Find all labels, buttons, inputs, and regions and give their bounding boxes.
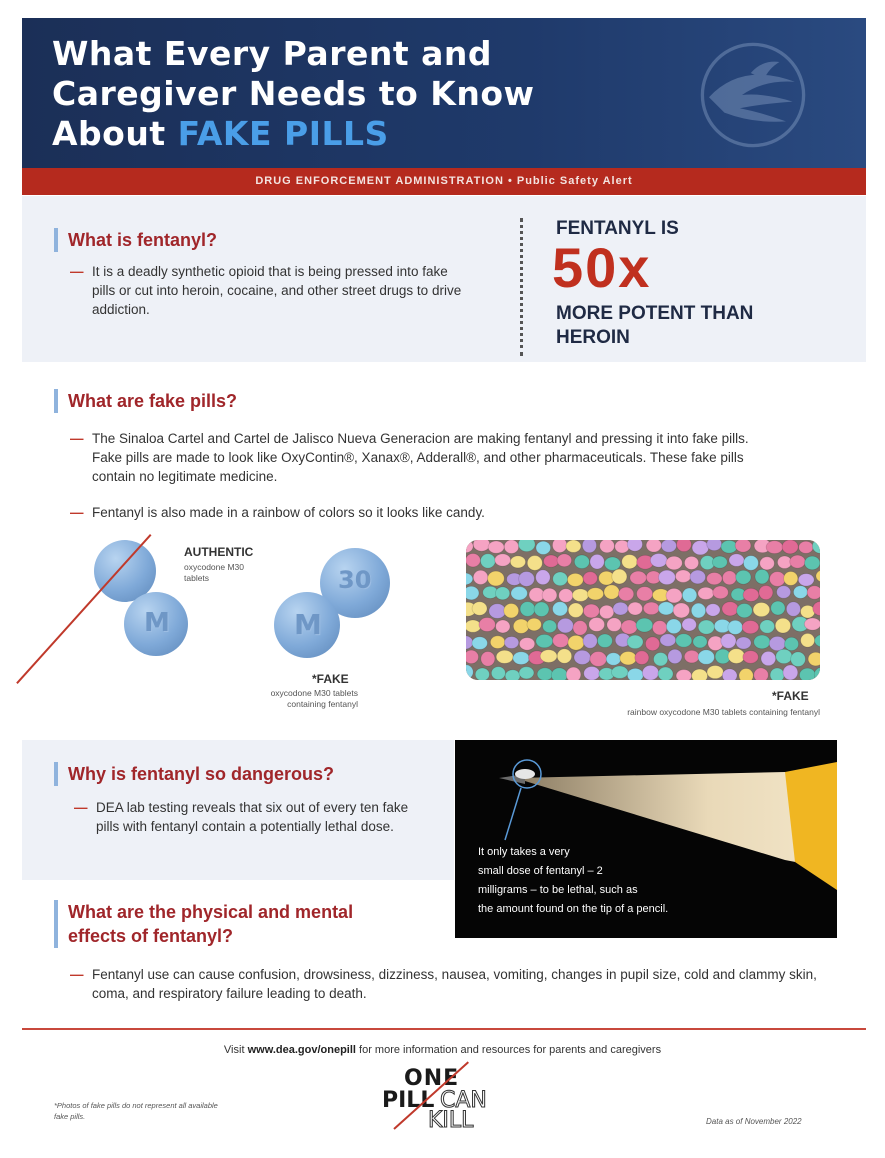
rainbow-pill [799,541,814,553]
rainbow-pill [721,540,737,553]
rainbow-pill [742,621,759,634]
rainbow-pill [770,668,784,680]
data-as-of: Data as of November 2022 [706,1117,802,1126]
rainbow-pill [807,586,820,599]
rainbow-pill [621,620,637,634]
rainbow-pill [654,653,668,666]
rainbow-pill [505,670,520,680]
rainbow-pill [684,556,698,569]
rainbow-pill [534,602,549,616]
rainbow-pill [583,604,599,618]
rainbow-pill [777,586,791,599]
rainbow-pill [652,621,667,635]
pill-imprint: M [144,608,170,638]
rainbow-pill [713,586,729,599]
stat-bottom: MORE POTENT THAN HEROIN [556,303,754,348]
rainbow-pill [611,666,628,678]
rainbow-pill [559,589,573,602]
rainbow-pill [737,604,753,618]
rainbow-pill [675,570,690,582]
stat-big-number: 50x [552,236,652,299]
rainbow-pill [707,665,723,678]
rainbow-pill [698,620,714,634]
footer-divider [22,1028,866,1030]
rainbow-pill [761,651,776,665]
rainbow-pill [642,665,658,680]
rainbow-pill [536,570,550,585]
rainbow-pill [513,619,529,633]
heading-effects-line-1: What are the physical and mental [68,902,354,922]
bullet-effects [70,965,822,1003]
rainbow-pill [566,540,581,552]
rainbow-pill [612,569,627,584]
bullet-what-is-fentanyl [70,262,468,319]
rainbow-pill [743,556,758,571]
rainbow-pill [759,585,773,599]
bullet-why-dangerous [74,798,426,836]
rainbow-pill [584,666,600,680]
rainbow-pill [666,588,682,603]
rainbow-pill [698,587,714,599]
rainbow-pill [684,650,699,663]
rainbow-pill [666,556,682,570]
footer-visit-text [0,1044,885,1056]
rainbow-pills-photo [466,540,820,680]
rainbow-pill [691,603,705,618]
rainbow-pill [553,572,568,586]
rainbow-pill [553,602,568,616]
rainbow-pill [473,540,490,551]
rainbow-pill [791,652,806,667]
heading-effects-line-2: effects of fentanyl? [68,926,234,946]
rainbow-pill [542,588,557,602]
rainbow-pill [604,585,619,599]
rainbow-pill [736,570,751,584]
logo-kill: KILL [428,1108,474,1133]
rainbow-pill [698,650,714,664]
authentic-label: AUTHENTIC [184,545,254,559]
rainbow-pill [627,668,643,680]
rainbow-pill [490,636,505,649]
rainbow-pill [488,571,505,586]
rainbow-pill [511,587,527,600]
pencil-caption-line-4: the amount found on the tip of a pencil. [478,903,669,915]
rainbow-pill [728,649,745,664]
rainbow-pill [627,540,642,551]
rainbow-pill [660,634,676,646]
rainbow-pill [504,636,518,648]
rainbow-pill [693,636,707,648]
rainbow-pill [504,604,519,618]
rainbow-pill [783,665,798,680]
dotted-divider [520,218,523,356]
rainbow-pill [785,637,799,650]
rainbow-pill [543,620,557,633]
rainbow-pill [766,541,783,554]
rainbow-pill [572,589,588,602]
rainbow-pill [743,651,759,664]
rainbow-pill [590,554,604,569]
page-title [52,34,652,154]
fake-label: *FAKE [312,672,349,686]
rainbow-pill [677,540,692,552]
bullet-dash: — [70,264,84,279]
rainbow-pill [722,571,736,585]
bullet-fake-pills-2 [70,503,782,522]
rainbow-pill [721,634,736,649]
rainbow-pill [587,588,603,600]
rainbow-pill [729,554,744,567]
stat-top: FENTANYL IS [556,218,679,239]
rainbow-pill [618,587,633,601]
rainbow-pill [481,651,495,666]
pencil-caption [478,843,728,919]
rainbow-pill [682,588,697,602]
rainbow-pill [527,618,541,631]
rainbow-pill [736,637,751,649]
rainbow-pill [658,667,673,680]
rainbow-pill [643,602,659,615]
rainbow-pill [557,554,572,567]
rainbow-pill [722,602,738,616]
title-accent: FAKE PILLS [177,114,389,153]
rainbow-pill [658,570,675,584]
rainbow-pill [646,540,661,552]
rainbow-pill [473,570,488,584]
title-line-1: What Every Parent and [52,34,492,73]
visit-link[interactable]: www.dea.gov/onepill [247,1044,356,1056]
rainbow-pill [808,652,820,666]
rainbow-pill [574,555,589,569]
rainbow-pill [466,586,479,600]
rainbow-pill [519,667,534,679]
pill-imprint: M [294,608,322,641]
rainbow-pill [770,572,786,587]
rainbow-pill [597,634,612,648]
rainbow-pill [784,572,798,586]
rainbow-pill [706,604,720,616]
rainbow-pill [775,618,790,633]
rainbow-pill [786,602,800,616]
rainbow-pill [466,620,481,632]
rainbow-pill [536,541,551,554]
rainbow-pill [495,554,511,566]
rainbow-pill [682,618,696,631]
rainbow-pill [583,572,597,585]
bullet-dash: — [70,505,84,520]
one-pill-can-kill-logo [382,1066,512,1136]
rainbow-pill [636,618,653,632]
pencil-caption-line-2: small dose of fentanyl – 2 [478,865,603,877]
rainbow-label: *FAKE [772,689,809,703]
title-line-3 [52,114,652,154]
rainbow-pill [583,634,597,649]
photo-footnote: *Photos of fake pills do not represent all available fake pills. [54,1101,218,1121]
rainbow-pill [692,541,709,555]
rainbow-pill [491,667,505,680]
rainbow-pill [635,651,649,665]
fake-caption: oxycodone M30 tablets containing fentanyl [270,688,358,709]
heading-what-is-fentanyl: What is fentanyl? [54,228,217,252]
authentic-pill-2 [124,592,188,656]
rainbow-pill [668,649,682,663]
rainbow-pill [479,618,495,632]
pill-imprint: 30 [338,566,372,594]
rainbow-pill [793,586,807,599]
rainbow-pill [489,604,506,619]
rainbow-pill [604,557,620,570]
rainbow-pill [480,554,495,568]
rainbow-pill [606,653,621,665]
rainbow-pill [615,540,629,553]
rainbow-pill [544,555,559,567]
rainbow-pill [782,540,798,554]
rainbow-pill [628,602,643,615]
rainbow-pill [760,557,775,570]
rainbow-pill [707,573,722,585]
fake-pill-2 [274,592,340,658]
rainbow-pill [712,556,727,568]
heading-why-dangerous: Why is fentanyl so dangerous? [54,762,334,786]
dea-eagle-seal-icon [698,40,808,150]
rainbow-pill [540,650,557,663]
rainbow-pill [472,602,487,616]
rainbow-pill [568,635,584,650]
rainbow-pill [510,556,525,568]
rainbow-pill [658,602,674,615]
pencil-caption-line-1: It only takes a very [478,846,570,858]
rainbow-pill [519,638,534,651]
rainbow-pill [673,603,690,618]
rainbow-pill [496,620,510,633]
rainbow-pill [692,669,708,680]
rainbow-pill [567,573,583,586]
title-line-2: Caregiver Needs to Know [52,74,535,113]
rainbow-pill [537,668,553,680]
rainbow-pill [568,603,583,617]
rainbow-pill [574,650,591,664]
subtitle-bar: DRUG ENFORCEMENT ADMINISTRATION • Public Safety Alert [22,168,866,195]
rainbow-pill [551,668,567,680]
rainbow-pill [557,618,573,633]
header-banner [22,18,866,168]
bullet-dash: — [70,431,84,446]
rainbow-pill [753,602,770,616]
rainbow-pill [804,618,820,630]
logo-pill: PILL [382,1088,435,1113]
bullet-text: DEA lab testing reveals that six out of every ten fake pills with fentanyl contain a potentially lethal dose. [96,800,409,834]
rainbow-pill [645,637,659,651]
rainbow-pill [557,649,572,663]
rainbow-pill [799,668,815,680]
rainbow-pill [590,652,607,667]
rainbow-pill [735,540,751,552]
bullet-text: It is a deadly synthetic opioid that is being pressed into fake pills or cut into heroin, cocaine, and other street drugs to drive addiction. [92,264,462,317]
logo-can: CAN [440,1088,487,1113]
rainbow-pill [754,635,770,649]
bullet-text: The Sinaloa Cartel and Cartel de Jalisco Nueva Generacion are making fentanyl and pressing it into fake pills. Fake pills are made to look like OxyContin®, Xanax®, Adderall®, and other pharmaceuticals. These fake pills contain no legitimate medicine. [92,431,749,484]
rainbow-pill [518,540,535,552]
rainbow-pill [622,555,637,569]
rainbow-pill [472,637,487,650]
rainbow-pill [760,620,775,633]
rainbow-pill [661,540,676,552]
rainbow-pill [676,670,691,680]
rainbow-pill [475,668,489,680]
rainbow-pill [722,669,737,680]
bullet-dash: — [70,967,84,982]
rainbow-pill [552,540,567,553]
rainbow-pill [743,588,759,601]
rainbow-pill [553,633,569,647]
rainbow-pill [627,635,643,649]
rainbow-pill [676,634,692,647]
bullet-dash: — [74,800,88,815]
visit-suffix: for more information and resources for parents and caregivers [359,1044,662,1056]
rainbow-pill [805,556,820,570]
rainbow-pill [790,555,806,568]
rainbow-pill [776,649,792,663]
rainbow-pill [755,569,769,584]
rainbow-pill [801,633,815,647]
rainbow-pill [754,668,769,680]
rainbow-pill [488,541,504,553]
authentic-caption: oxycodone M30 tablets [184,562,245,583]
logo-one: ONE [404,1066,460,1091]
rainbow-pill [520,602,535,617]
rainbow-pill [798,574,814,586]
rainbow-pill [527,556,542,571]
rainbow-pill [607,618,622,632]
bullet-text: Fentanyl is also made in a rainbow of colors so it looks like candy. [92,505,485,520]
rainbow-pill [495,587,509,600]
heading-what-are-fake-pills: What are fake pills? [54,389,237,413]
rainbow-pill [630,571,647,584]
rainbow-pill [589,617,605,631]
rainbow-pill [466,650,479,664]
rainbow-pill [496,650,513,663]
rainbow-pill [582,540,596,553]
heading-effects [54,900,414,948]
rainbow-pill [771,601,785,615]
rainbow-pill [637,587,653,601]
rainbow-pill [613,602,628,615]
rainbow-pill [573,621,587,635]
rainbow-pill [690,570,706,584]
rainbow-pill [707,540,722,551]
bullet-text: Fentanyl use can cause confusion, drowsiness, dizziness, nausea, vomiting, changes in pupil size, cold and clammy skin, coma, and respiratory failure leading to death. [92,967,817,1001]
rainbow-pill [620,651,637,664]
rainbow-pill [566,667,581,680]
rainbow-pill [599,605,613,618]
rainbow-pill [769,636,785,650]
visit-prefix: Visit [223,1044,245,1056]
rainbow-caption: rainbow oxycodone M30 tablets containing fentanyl [627,707,820,717]
rainbow-pill [504,540,518,554]
rainbow-pill [519,571,535,586]
rainbow-pill [666,619,681,634]
rainbow-pill [536,634,553,647]
rainbow-pill [739,668,753,680]
rainbow-pill [466,553,480,566]
pencil-caption-line-3: milligrams – to be lethal, such as [478,884,638,896]
rainbow-pill [600,540,615,553]
rainbow-pill [728,620,743,634]
rainbow-pill [650,553,667,567]
title-line-3-prefix: About [52,114,166,153]
rainbow-pill [513,652,530,665]
bullet-fake-pills-1 [70,429,782,486]
